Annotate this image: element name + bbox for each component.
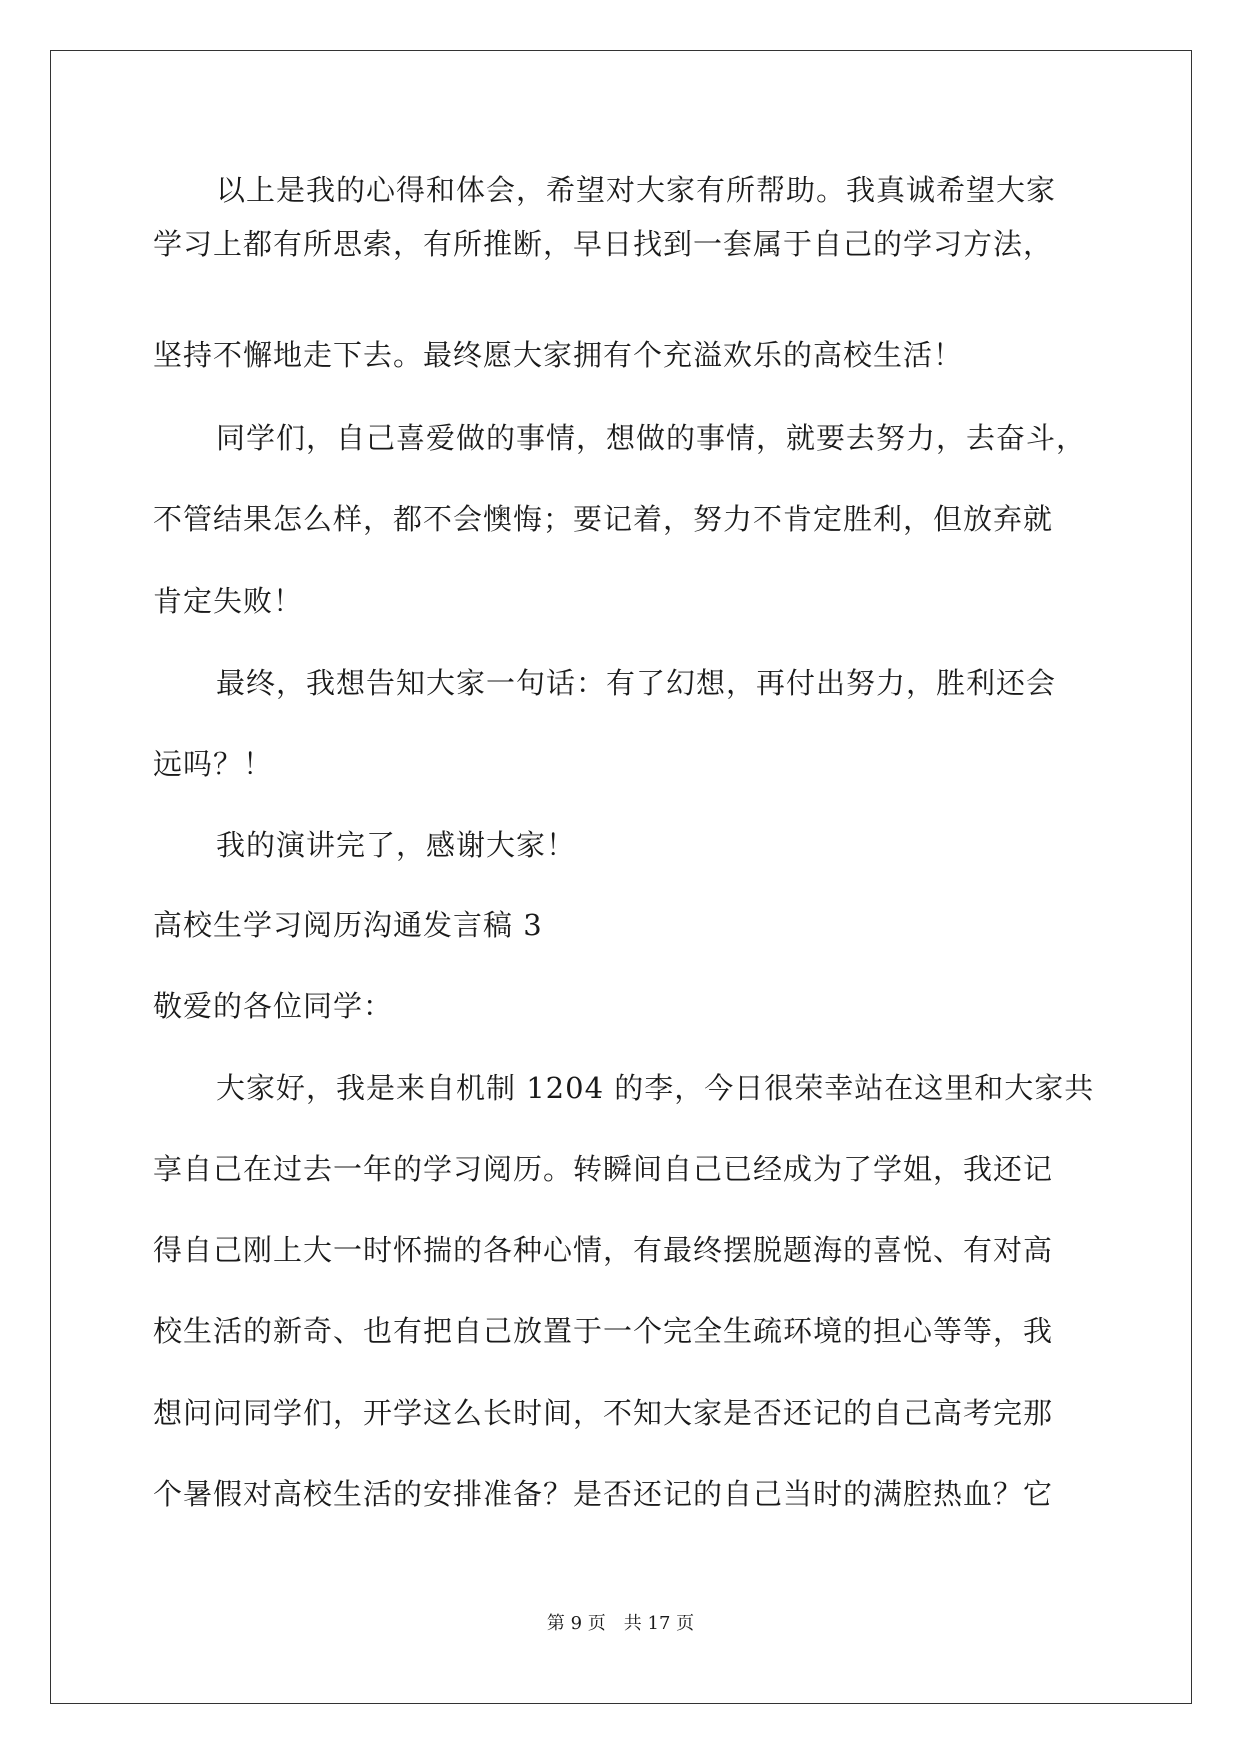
paragraph-4-line-5: 想问问同学们，开学这么长时间，不知大家是否还记的自己高考完那 (153, 1396, 1054, 1430)
closing-line: 我的演讲完了，感谢大家！ (216, 828, 577, 862)
paragraph-4-line-4: 校生活的新奇、也有把自己放置于一个完全生疏环境的担心等等，我 (153, 1314, 1054, 1348)
paragraph-4-line-3: 得自己刚上大一时怀揣的各种心情，有最终摆脱题海的喜悦、有对高 (153, 1233, 1054, 1267)
paragraph-4-line-6: 个暑假对高校生活的安排准备？是否还记的自己当时的满腔热血？它 (153, 1477, 1054, 1511)
paragraph-4-line-2: 享自己在过去一年的学习阅历。转瞬间自己已经成为了学姐，我还记 (153, 1152, 1054, 1186)
paragraph-2-line-3: 肯定失败！ (153, 584, 304, 618)
paragraph-1-line-3: 坚持不懈地走下去。最终愿大家拥有个充溢欢乐的高校生活！ (153, 338, 964, 372)
salutation: 敬爱的各位同学： (153, 989, 394, 1023)
paragraph-3-line-1: 最终，我想告知大家一句话：有了幻想，再付出努力，胜利还会 (216, 666, 1057, 700)
paragraph-4-line-1: 大家好，我是来自机制 1204 的李，今日很荣幸站在这里和大家共 (216, 1071, 1095, 1105)
paragraph-3-line-2: 远吗？！ (153, 747, 274, 781)
section-heading: 高校生学习阅历沟通发言稿 3 (153, 908, 543, 942)
paragraph-2-line-1: 同学们，自己喜爱做的事情，想做的事情，就要去努力，去奋斗， (216, 421, 1087, 455)
paragraph-1-line-2: 学习上都有所思索，有所推断，早日找到一套属于自己的学习方法， (153, 227, 1054, 261)
paragraph-2-line-2: 不管结果怎么样，都不会懊悔；要记着，努力不肯定胜利，但放弃就 (153, 502, 1054, 536)
page-border (50, 50, 1192, 1704)
paragraph-1-line-1: 以上是我的心得和体会，希望对大家有所帮助。我真诚希望大家 (216, 173, 1057, 207)
page-number: 第 9 页 共 17 页 (546, 1613, 695, 1634)
